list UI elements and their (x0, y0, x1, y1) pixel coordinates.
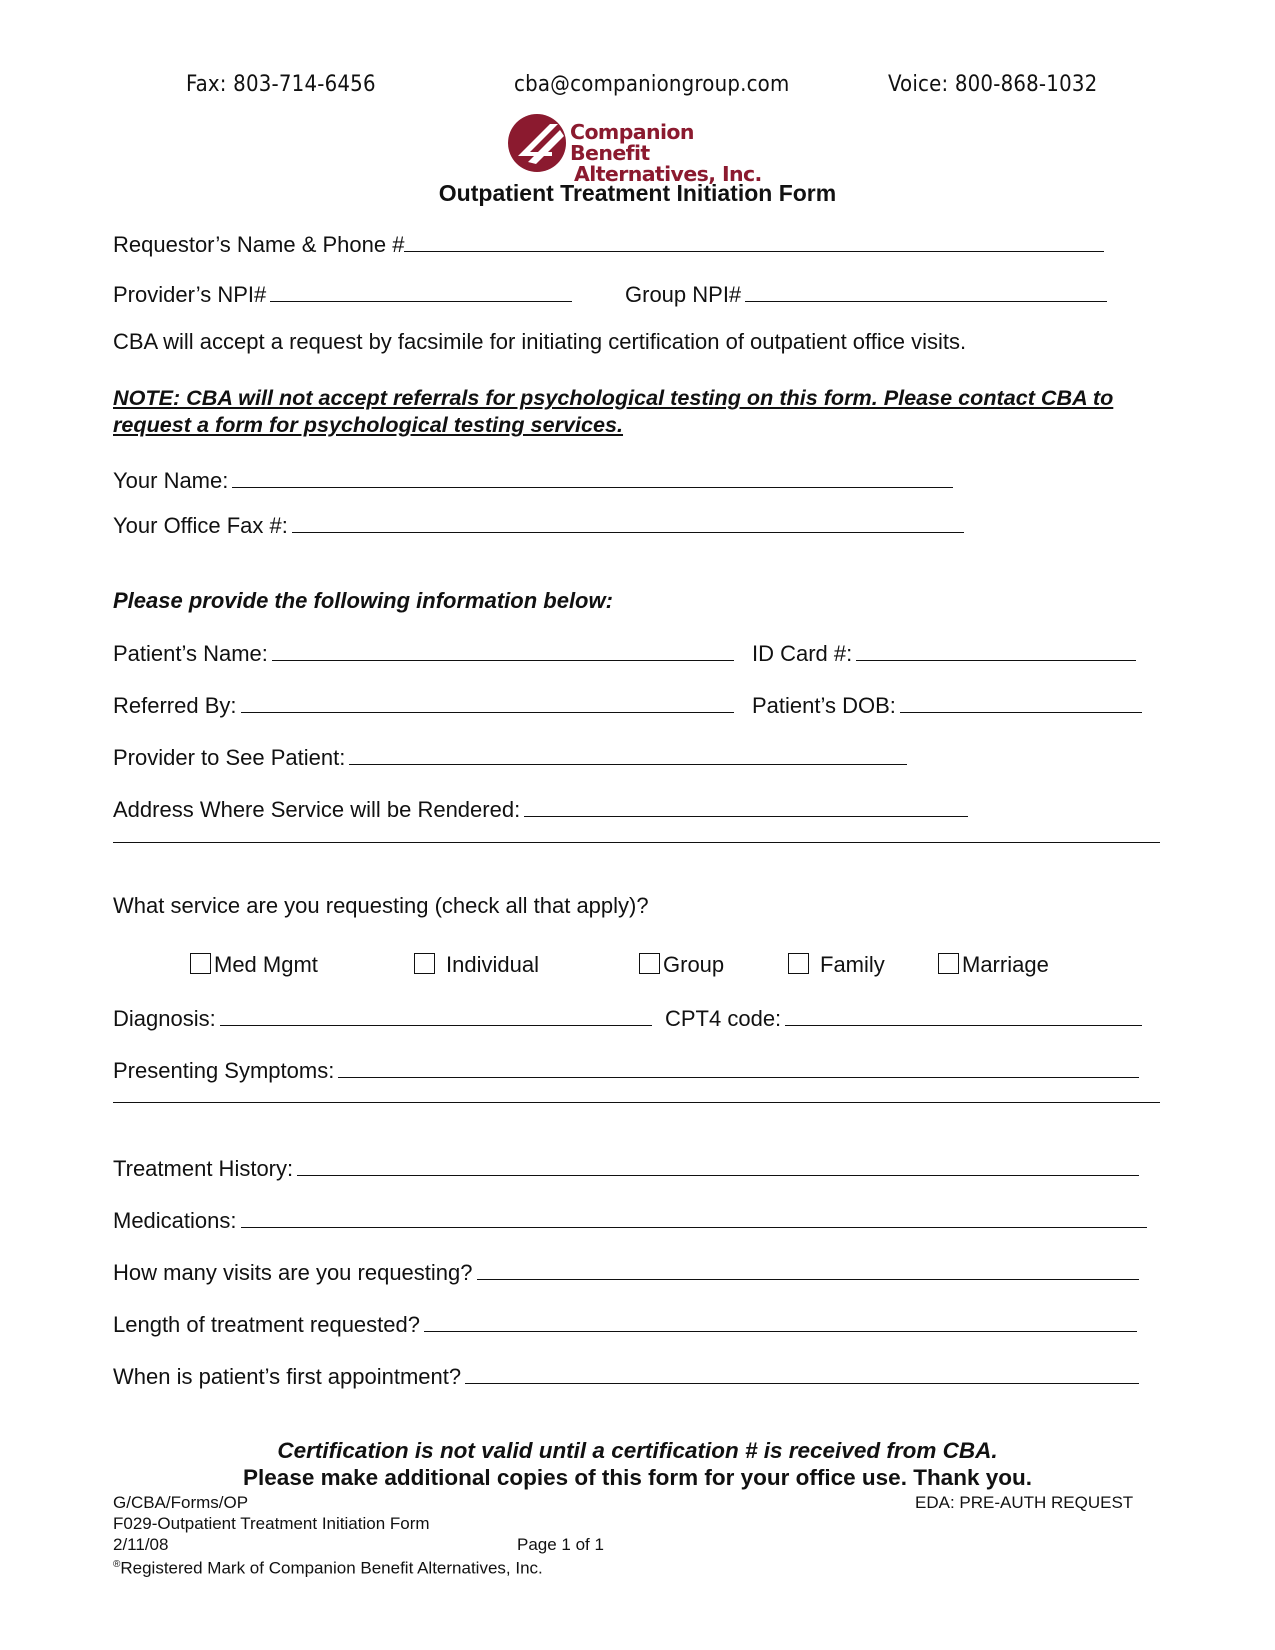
patient-dob-row (752, 690, 1142, 719)
visits-row (113, 1257, 1139, 1286)
requestor-label: Requestor’s Name & Phone # (113, 232, 405, 257)
group-npi-label: Group NPI# (625, 282, 742, 307)
info-subheading: Please provide the following information below: (113, 588, 613, 613)
footer-date: 2/11/08 (113, 1535, 169, 1554)
registered-symbol: ® (113, 1559, 121, 1570)
address-field[interactable] (524, 794, 968, 817)
copies-note: Please make additional copies of this form for your office use. Thank you. (243, 1465, 1032, 1490)
service-label: Marriage (962, 952, 1049, 977)
footer-registered-mark (113, 1554, 543, 1579)
footer-path: G/CBA/Forms/OP (113, 1493, 249, 1512)
facsimile-text: CBA will accept a request by facsimile for initiating certification of outpatient office visits. (113, 329, 967, 354)
diagnosis-label: Diagnosis: (113, 1006, 216, 1031)
checkbox[interactable] (788, 953, 809, 974)
service-option-marriage[interactable] (938, 952, 1049, 978)
symptoms-row (113, 1055, 1139, 1084)
id-card-field[interactable] (856, 638, 1136, 661)
checkbox[interactable] (414, 953, 435, 974)
first-appt-label: When is patient’s first appointment? (113, 1364, 462, 1389)
form-title: Outpatient Treatment Initiation Form (438, 180, 837, 206)
office-fax-row (113, 510, 964, 539)
footer-form-id: F029-Outpatient Treatment Initiation Form (113, 1514, 430, 1533)
logo-wordmark (570, 122, 768, 185)
your-name-field[interactable] (232, 465, 953, 488)
service-label: Family (820, 952, 885, 977)
medications-label: Medications: (113, 1208, 237, 1233)
provider-see-row (113, 742, 907, 771)
group-npi-row (625, 279, 1107, 308)
visits-field[interactable] (477, 1257, 1139, 1280)
symptoms-field-line-2[interactable] (113, 1102, 1160, 1103)
referred-by-row (113, 690, 734, 719)
service-label: Med Mgmt (214, 952, 318, 977)
provider-npi-field[interactable] (270, 279, 572, 302)
symptoms-label: Presenting Symptoms: (113, 1058, 335, 1083)
contact-email[interactable]: cba@companiongroup.com (514, 72, 790, 97)
address-row (113, 794, 968, 823)
patient-name-field[interactable] (272, 638, 734, 661)
logo-mark-icon (506, 112, 572, 178)
checkbox[interactable] (938, 953, 959, 974)
service-question: What service are you requesting (check all that apply)? (113, 893, 649, 918)
your-name-label: Your Name: (113, 468, 229, 493)
logo-line-2: Alternatives, Inc. (574, 162, 762, 186)
service-label: Individual (446, 952, 539, 977)
group-npi-field[interactable] (745, 279, 1107, 302)
npi-row (113, 279, 572, 308)
length-label: Length of treatment requested? (113, 1312, 420, 1337)
voice-number: Voice: 800-868-1032 (888, 72, 1098, 97)
service-option-family[interactable] (788, 952, 885, 978)
psych-testing-note: NOTE: CBA will not accept referrals for psychological testing on this form. Please contact CBA to request a form for psychological testing services. (113, 385, 1114, 437)
first-appt-field[interactable] (465, 1361, 1139, 1384)
cpt4-row (665, 1003, 1142, 1032)
checkbox[interactable] (190, 953, 211, 974)
requestor-field[interactable] (404, 229, 1104, 252)
medications-field[interactable] (241, 1205, 1147, 1228)
service-option-group[interactable] (639, 952, 724, 978)
treatment-history-label: Treatment History: (113, 1156, 294, 1181)
referred-by-field[interactable] (241, 690, 734, 713)
footer-page-number: Page 1 of 1 (517, 1535, 604, 1554)
footer-left (113, 1492, 430, 1555)
provider-see-label: Provider to See Patient: (113, 745, 346, 770)
treatment-history-field[interactable] (297, 1153, 1139, 1176)
address-label: Address Where Service will be Rendered: (113, 797, 521, 822)
fax-number: Fax: 803-714-6456 (186, 72, 376, 97)
company-logo (506, 112, 768, 186)
length-row (113, 1309, 1137, 1338)
first-appt-row (113, 1361, 1139, 1390)
patient-name-row (113, 638, 734, 667)
patient-dob-label: Patient’s DOB: (752, 693, 896, 718)
cpt4-field[interactable] (785, 1003, 1142, 1026)
certification-warning: Certification is not valid until a certification # is received from CBA. (277, 1438, 998, 1463)
provider-see-field[interactable] (349, 742, 907, 765)
footer-eda: EDA: PRE-AUTH REQUEST (915, 1493, 1134, 1512)
address-field-line-2[interactable] (113, 842, 1160, 843)
diagnosis-row (113, 1003, 652, 1032)
visits-label: How many visits are you requesting? (113, 1260, 473, 1285)
referred-by-label: Referred By: (113, 693, 237, 718)
your-name-row (113, 465, 953, 494)
registered-text: Registered Mark of Companion Benefit Alternatives, Inc. (120, 1558, 543, 1578)
office-fax-label: Your Office Fax #: (113, 513, 288, 538)
medications-row (113, 1205, 1147, 1234)
office-fax-field[interactable] (292, 510, 964, 533)
service-label: Group (663, 952, 725, 977)
service-option-med-mgmt[interactable] (190, 952, 318, 978)
id-card-label: ID Card #: (752, 641, 853, 666)
patient-dob-field[interactable] (900, 690, 1142, 713)
cpt4-label: CPT4 code: (665, 1006, 782, 1031)
service-option-individual[interactable] (414, 952, 539, 978)
length-field[interactable] (424, 1309, 1137, 1332)
treatment-history-row (113, 1153, 1139, 1182)
patient-name-label: Patient’s Name: (113, 641, 268, 666)
requestor-row (113, 229, 1104, 258)
symptoms-field[interactable] (338, 1055, 1139, 1078)
logo-line-1: Companion Benefit (570, 120, 694, 165)
diagnosis-field[interactable] (220, 1003, 652, 1026)
checkbox[interactable] (639, 953, 660, 974)
id-card-row (752, 638, 1136, 667)
provider-npi-label: Provider’s NPI# (113, 282, 267, 307)
